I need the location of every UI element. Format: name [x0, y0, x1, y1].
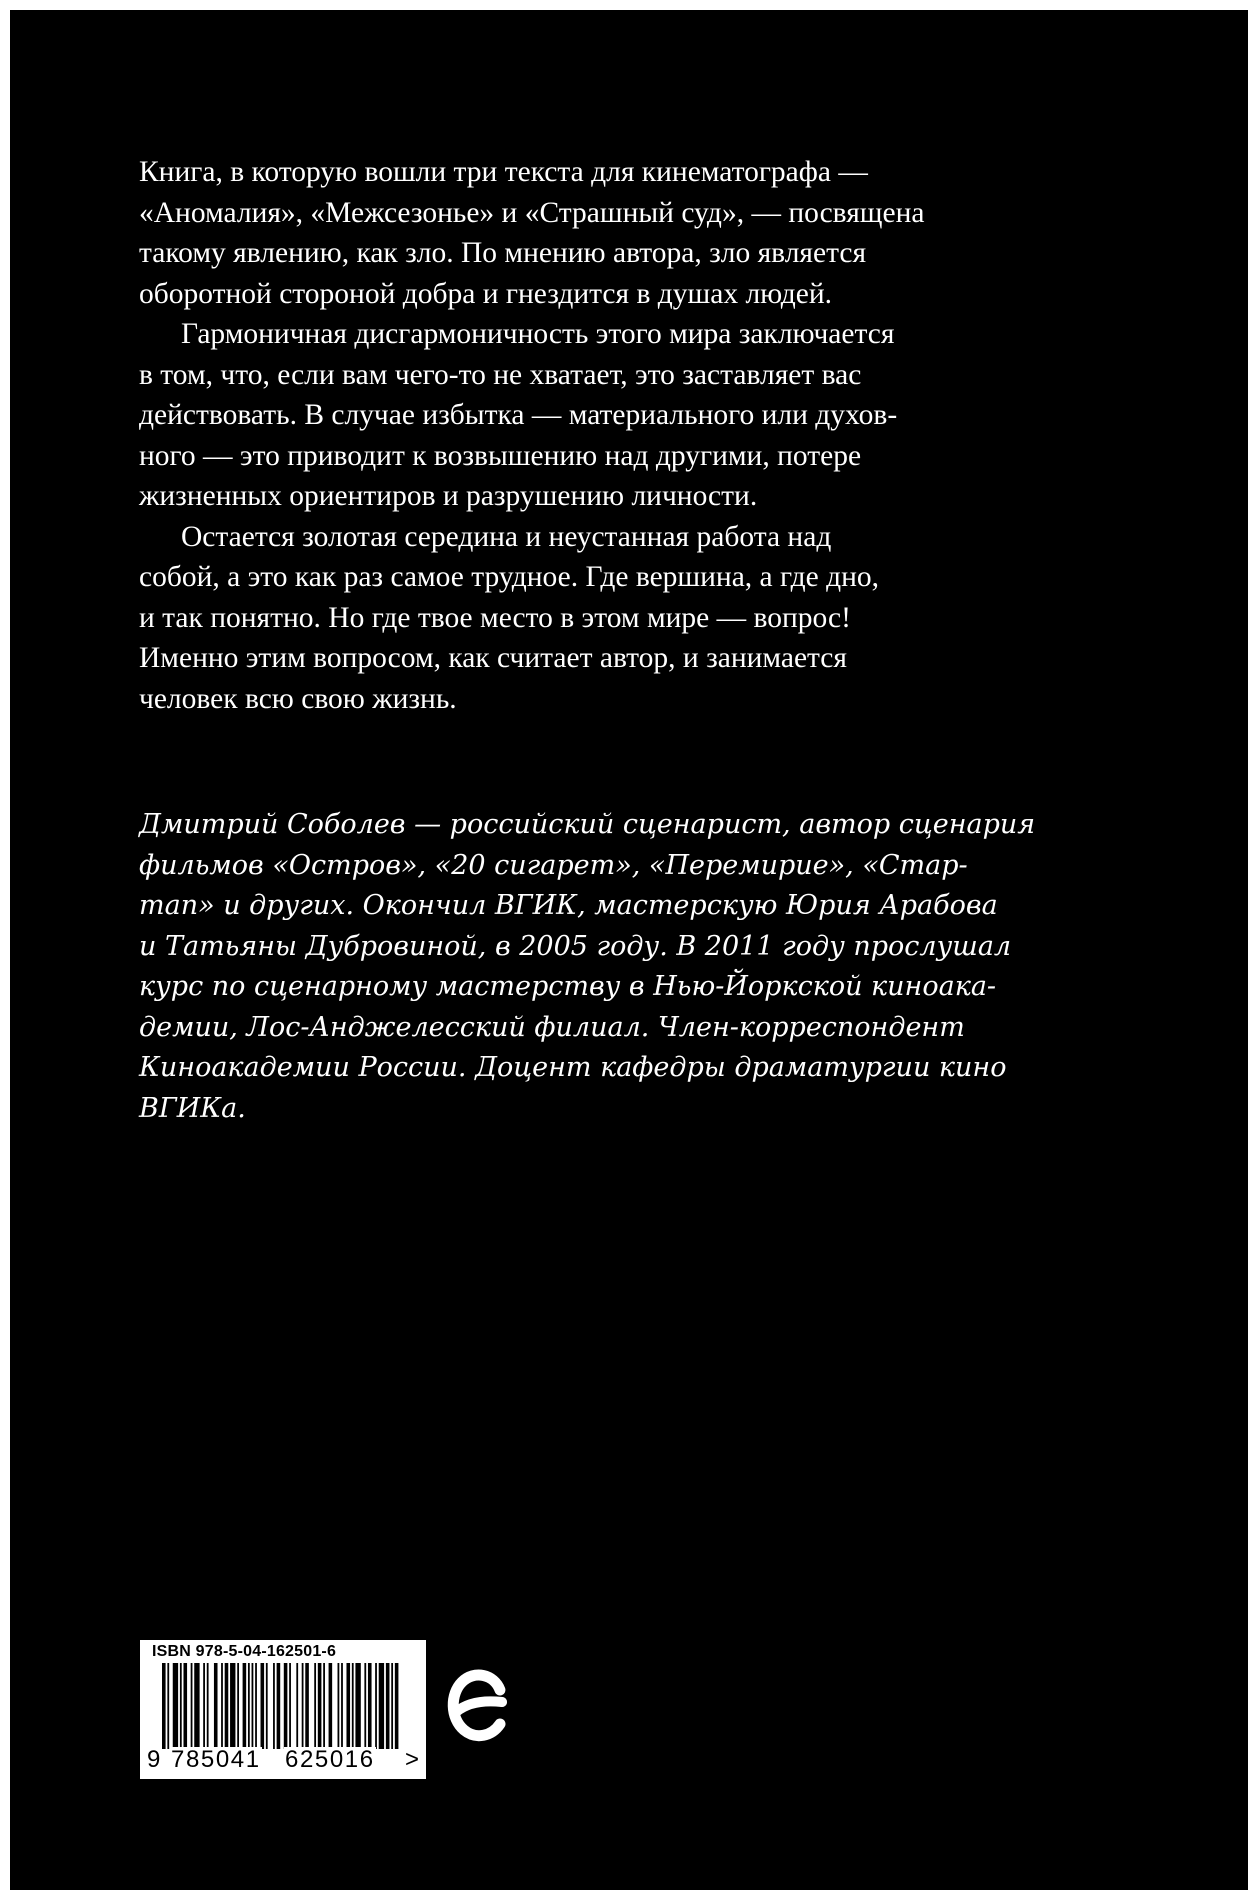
barcode-bar [284, 1663, 288, 1749]
barcode-bar [207, 1663, 209, 1749]
barcode-bar [375, 1663, 377, 1749]
barcode-bar [221, 1663, 223, 1749]
barcode-arrow: > [405, 1746, 420, 1773]
barcode-bar [230, 1663, 235, 1749]
barcode-bar [386, 1663, 390, 1749]
isbn-label: ISBN 978-5-04-162501-6 [152, 1643, 337, 1660]
description-line: жизненных ориентиров и разрушению личности. [139, 480, 758, 512]
barcode-digits-left: 785041 [171, 1746, 261, 1773]
bio-line: Дмитрий Соболев — российский сценарист, автор сценария [139, 809, 1036, 840]
barcode-bar [323, 1663, 325, 1749]
barcode-bar [162, 1663, 166, 1749]
barcode-bar [329, 1663, 333, 1749]
barcode-bar [255, 1663, 257, 1749]
barcode-bar [379, 1663, 384, 1749]
barcode-bar [314, 1663, 316, 1749]
description-line: «Аномалия», «Межсезонье» и «Страшный суд», — посвящена [139, 196, 925, 229]
description-line: и так понятно. Но где твое место в этом мире — вопрос! [139, 601, 851, 634]
barcode-bar [173, 1663, 178, 1749]
barcode-bar [261, 1663, 265, 1749]
description-line: Остается золотая середина и неустанная работа над [181, 520, 832, 553]
description-line: такому явлению, как зло. По мнению автора, зло является [139, 237, 867, 269]
barcode-bar [289, 1663, 291, 1749]
bio-line: ВГИКа. [139, 1092, 246, 1124]
bio-line: курс по сценарному мастерству в Нью-Йоркской киноака- [139, 971, 997, 1002]
description-line: ного — это приводит к возвышению над другими, потере [139, 439, 862, 472]
barcode-bar [368, 1663, 372, 1749]
description-line: Книга, в которую вошли три текста для кинематографа — [139, 156, 868, 188]
description-line: человек всю свою жизнь. [139, 682, 457, 715]
barcode-bar [296, 1663, 298, 1749]
barcode-bar [237, 1663, 239, 1749]
barcode-bar [352, 1663, 354, 1749]
book-description [139, 152, 1139, 719]
bio-line: тап» и других. Окончил ВГИК, мастерскую Юрия Арабова [139, 890, 998, 921]
description-line: собой, а это как раз самое трудное. Где вершина, а где дно, [139, 561, 880, 593]
barcode-bar [167, 1663, 169, 1749]
barcode-bar [341, 1663, 343, 1749]
bio-line: Киноакадемии России. Доцент кафедры драматургии кино [139, 1052, 1007, 1083]
description-line: Именно этим вопросом, как считает автор, и занимается [139, 642, 847, 674]
barcode-bar [214, 1663, 218, 1749]
description-line: оборотной стороной добра и гнездится в душах людей. [139, 277, 832, 310]
barcode-bar [203, 1663, 205, 1749]
barcode-bar [305, 1663, 309, 1749]
description-line: действовать. В случае избытка — материального или духов- [139, 399, 898, 431]
barcode-digit-first: 9 [147, 1746, 161, 1773]
barcode-bar [266, 1663, 268, 1749]
barcode-bar [302, 1663, 304, 1749]
barcode-bar [395, 1663, 399, 1749]
barcode-bar [194, 1663, 199, 1749]
barcode-bars [162, 1663, 402, 1749]
barcode-bar [191, 1663, 193, 1749]
barcode-bar [180, 1663, 182, 1749]
barcode-bar [183, 1663, 187, 1749]
barcode-bar [391, 1663, 393, 1749]
bio-line: и Татьяны Дубровиной, в 2005 году. В 2011 году прослушал [139, 930, 1012, 962]
description-line: в том, что, если вам чего-то не хватает, это заставляет вас [139, 358, 862, 391]
barcode-digits [146, 1747, 422, 1775]
barcode-bar [225, 1663, 229, 1749]
bio-line: демии, Лос-Анджелесский филиал. Член-корреспондент [139, 1011, 965, 1043]
barcode-bar [346, 1663, 350, 1749]
barcode-bar [338, 1663, 340, 1749]
barcode-bar [318, 1663, 322, 1749]
barcode-bar [252, 1663, 254, 1749]
back-cover [10, 10, 1248, 1890]
bio-line: фильмов «Остров», «20 сигарет», «Перемирие», «Стар- [139, 849, 968, 881]
barcode-bar [364, 1663, 366, 1749]
barcode-digits-right: 625016 [285, 1746, 375, 1773]
eksmo-logo-icon [442, 1662, 512, 1752]
barcode-bar [355, 1663, 360, 1749]
author-bio [139, 805, 1139, 1129]
isbn-barcode [140, 1640, 426, 1779]
barcode-bar [243, 1663, 247, 1749]
barcode-bar [248, 1663, 250, 1749]
barcode-bar [273, 1663, 275, 1749]
description-line: Гармоничная дисгармоничность этого мира заключается [181, 318, 895, 350]
barcode-bar [277, 1663, 281, 1749]
